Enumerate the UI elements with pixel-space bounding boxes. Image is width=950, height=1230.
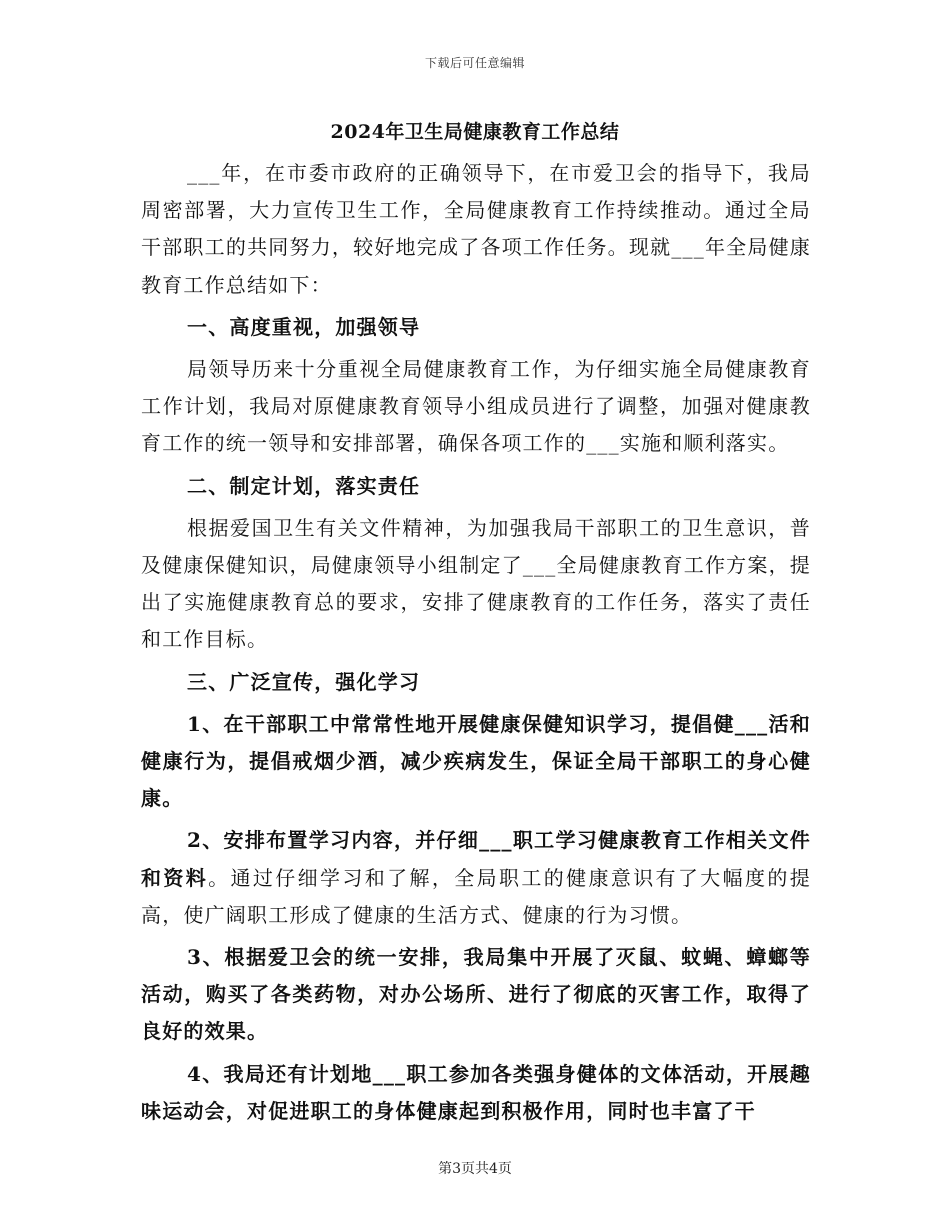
section-heading-3: 三、广泛宣传，强化学习 xyxy=(187,669,421,694)
list-item-1: 1、在干部职工中常常性地开展健康保健知识学习，提倡健___活和健康行为，提倡戒烟少酒，减少疾病发生，保证全局干部职工的身心健康。 xyxy=(141,711,811,811)
list-item-2 xyxy=(141,822,811,934)
list-item-2-bold-part: 2、安排布置学习内容，并仔细___职工学习健康教育工作相关文件和资料 xyxy=(141,828,811,890)
list-item-4: 4、我局还有计划地___职工参加各类强身健体的文体活动，开展趣味运动会，对促进职工的身体健康起到积极作用，同时也丰富了干 xyxy=(141,1061,811,1123)
section-2-paragraph: 根据爱国卫生有关文件精神，为加强我局干部职工的卫生意识，普及健康保健知识，局健康领导小组制定了___全局健康教育工作方案，提出了实施健康教育总的要求，安排了健康教育的工作任务，落实了责任和工作目标。 xyxy=(141,515,811,652)
section-heading-2: 二、制定计划，落实责任 xyxy=(187,473,421,498)
section-heading-1: 一、高度重视，加强领导 xyxy=(187,314,421,339)
page-number-footer: 第3页共4页 xyxy=(438,1161,512,1177)
list-item-3: 3、根据爱卫会的统一安排，我局集中开展了灭鼠、蚊蝇、蟑螂等活动，购买了各类药物，对办公场所、进行了彻底的灭害工作，取得了良好的效果。 xyxy=(141,945,811,1044)
intro-paragraph: ___年，在市委市政府的正确领导下，在市爱卫会的指导下，我局周密部署，大力宣传卫生工作，全局健康教育工作持续推动。通过全局干部职工的共同努力，较好地完成了各项工作任务。现就___年全局健康教育工作总结如下： xyxy=(141,161,811,297)
document-title: 2024年卫生局健康教育工作总结 xyxy=(330,121,620,143)
document-body xyxy=(141,155,811,1130)
header-note: 下载后可任意编辑 xyxy=(424,56,525,70)
list-item-2-normal-part: 。通过仔细学习和了解，全局职工的健康意识有了大幅度的提高，使广阔职工形成了健康的生活方式、健康的行为习惯。 xyxy=(141,865,811,927)
section-1-paragraph: 局领导历来十分重视全局健康教育工作，为仔细实施全局健康教育工作计划，我局对原健康教育领导小组成员进行了调整，加强对健康教育工作的统一领导和安排部署，确保各项工作的___实施和顺利落实。 xyxy=(141,357,811,456)
